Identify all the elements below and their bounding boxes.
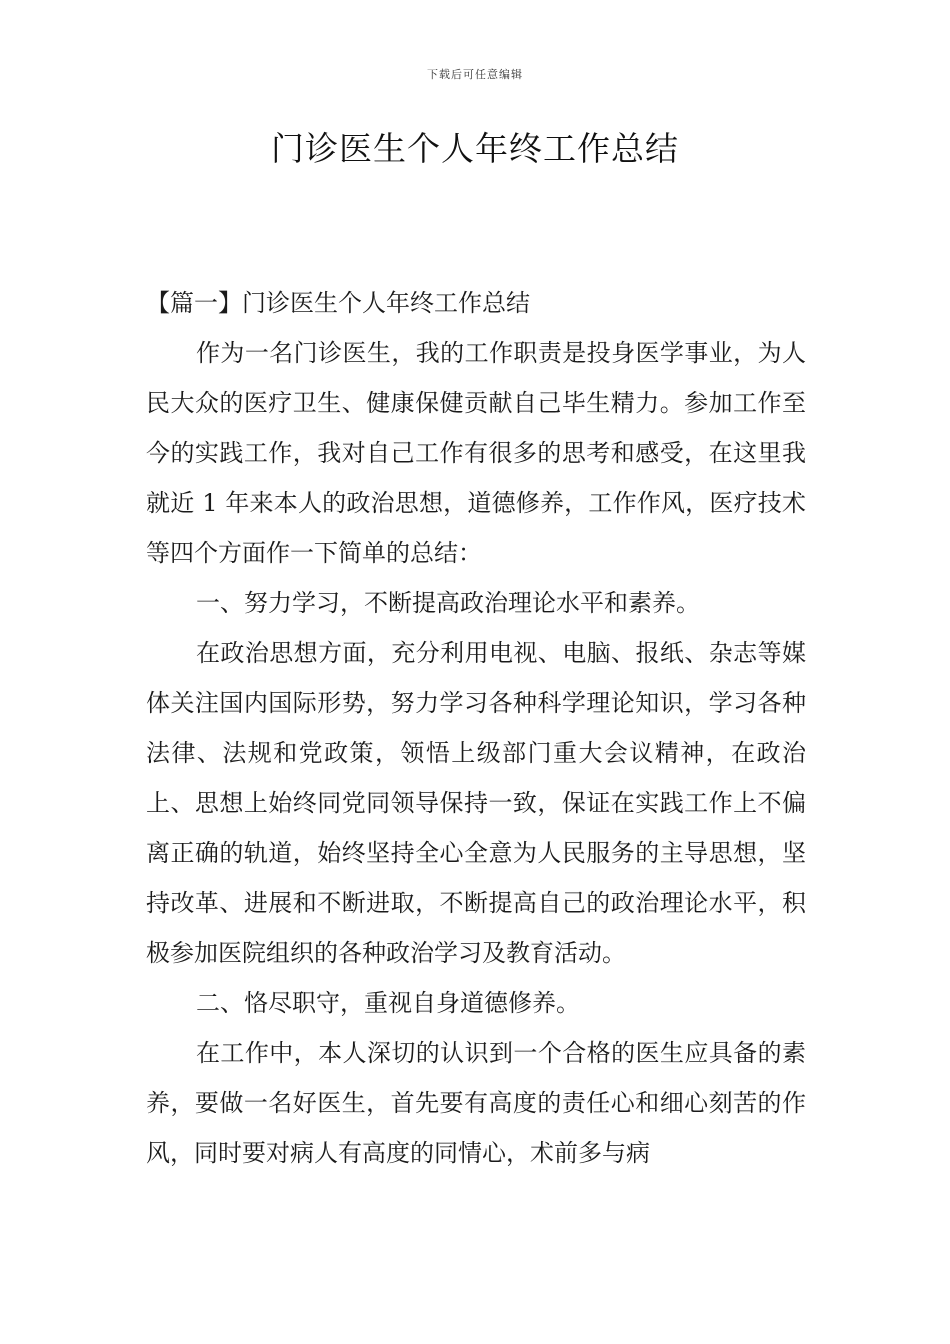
subheading-study: 一、努力学习，不断提高政治理论水平和素养。 (196, 589, 700, 617)
paragraph-political-thought: 在政治思想方面，充分利用电视、电脑、报纸、杂志等媒体关注国内国际形势，努力学习各种科学理论知识，学习各种法律、法规和党政策，领悟上级部门重大会议精神，在政治上、思想上始终同党同领导保持一致，保证在实践工作上不偏离正确的轨道，始终坚持全心全意为人民服务的主导思想，坚持改革、进展和不断进取，不断提高自己的政治理论水平，积极参加医院组织的各种政治学习及教育活动。 (146, 639, 806, 967)
subheading-ethics: 二、恪尽职守，重视自身道德修养。 (196, 989, 580, 1017)
paragraph-work-ethics: 在工作中，本人深切的认识到一个合格的医生应具备的素养，要做一名好医生，首先要有高度的责任心和细心刻苦的作风，同时要对病人有高度的同情心，术前多与病 (146, 1039, 806, 1167)
header-note: 下载后可任意编辑 (427, 68, 523, 81)
document-title: 门诊医生个人年终工作总结 (271, 129, 679, 168)
section-heading: 【篇一】门诊医生个人年终工作总结 (146, 289, 530, 317)
document-body (146, 278, 806, 1178)
paragraph-intro: 作为一名门诊医生，我的工作职责是投身医学事业，为人民大众的医疗卫生、健康保健贡献自己毕生精力。参加工作至今的实践工作，我对自己工作有很多的思考和感受，在这里我就近 1 年来本人的政治思想，道德修养，工作作风，医疗技术等四个方面作一下简单的总结： (146, 339, 806, 567)
